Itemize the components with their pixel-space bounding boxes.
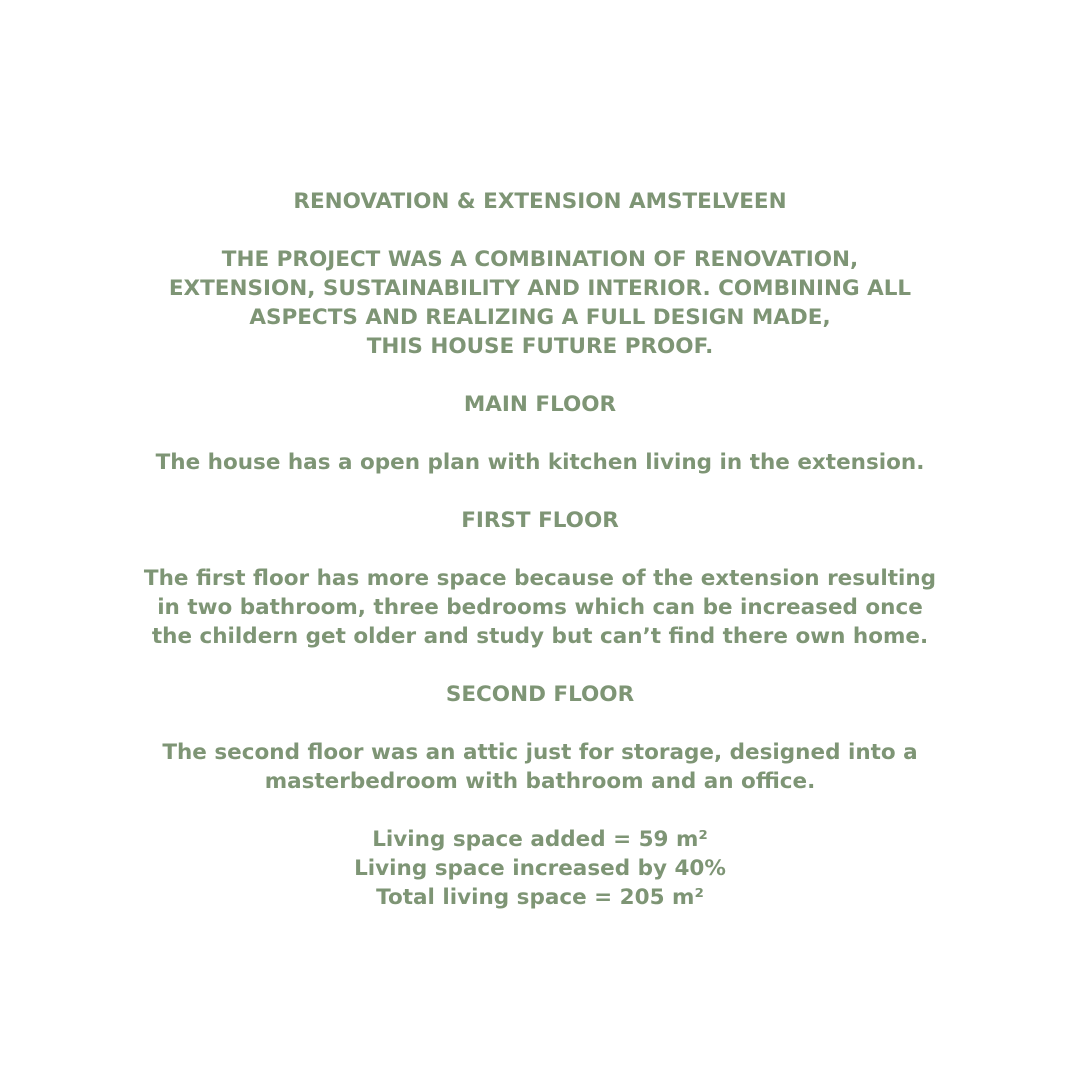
- stats-block: [0, 825, 1080, 912]
- first-floor-line: The first floor has more space because of the extension resulting: [143, 566, 937, 591]
- intro-line: ASPECTS AND REALIZING A FULL DESIGN MADE,: [249, 305, 831, 330]
- intro-line: EXTENSION, SUSTAINABILITY AND INTERIOR. COMBINING ALL: [168, 276, 912, 301]
- intro-line: THIS HOUSE FUTURE PROOF.: [366, 334, 714, 359]
- main-floor-heading: MAIN FLOOR: [463, 392, 617, 417]
- spacer: [0, 796, 1080, 825]
- spacer: [0, 361, 1080, 390]
- second-floor-section: [0, 680, 1080, 709]
- main-floor-text: [0, 448, 1080, 477]
- spacer: [0, 535, 1080, 564]
- first-floor-line: the childern get older and study but can’t find there own home.: [151, 624, 929, 649]
- first-floor-section: [0, 506, 1080, 535]
- stat-total-living-space: Total living space = 205 m²: [376, 885, 704, 910]
- spacer: [0, 709, 1080, 738]
- intro-block: [0, 245, 1080, 361]
- document-body: [0, 187, 1080, 912]
- stat-living-space-increase: Living space increased by 40%: [354, 856, 726, 881]
- spacer: [0, 651, 1080, 680]
- title-block: [0, 187, 1080, 216]
- second-floor-line: masterbedroom with bathroom and an office.: [264, 769, 816, 794]
- main-floor-line: The house has a open plan with kitchen living in the extension.: [155, 450, 925, 475]
- first-floor-line: in two bathroom, three bedrooms which can be increased once: [157, 595, 923, 620]
- first-floor-heading: FIRST FLOOR: [461, 508, 619, 533]
- document-title: RENOVATION & EXTENSION AMSTELVEEN: [293, 189, 787, 214]
- second-floor-text: [0, 738, 1080, 796]
- main-floor-section: [0, 390, 1080, 419]
- stat-living-space-added: Living space added = 59 m²: [372, 827, 708, 852]
- second-floor-heading: SECOND FLOOR: [445, 682, 635, 707]
- second-floor-line: The second floor was an attic just for storage, designed into a: [162, 740, 918, 765]
- spacer: [0, 216, 1080, 245]
- spacer: [0, 419, 1080, 448]
- intro-line: THE PROJECT WAS A COMBINATION OF RENOVATION,: [221, 247, 859, 272]
- first-floor-text: [0, 564, 1080, 651]
- spacer: [0, 477, 1080, 506]
